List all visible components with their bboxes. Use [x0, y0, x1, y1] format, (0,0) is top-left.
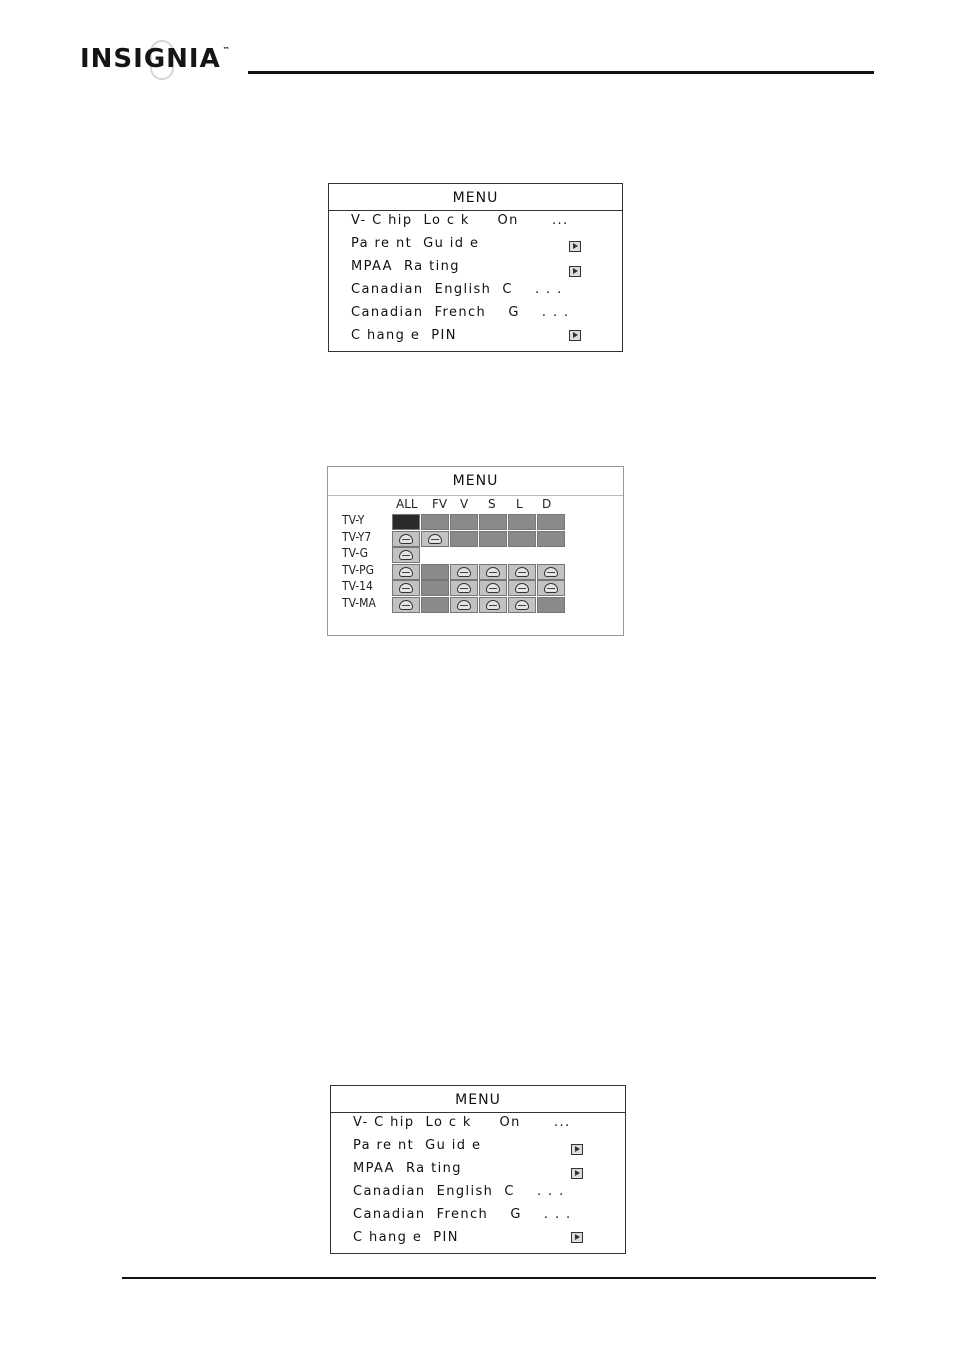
column-header-fv: FV [432, 497, 448, 511]
rating-cell-tv-y-v[interactable] [450, 514, 478, 530]
rating-cell-tv-y-s[interactable] [479, 514, 507, 530]
rating-cell-tv-14-all[interactable] [392, 580, 420, 596]
rating-cell-tv-g-all[interactable] [392, 547, 420, 563]
lock-icon [399, 567, 413, 577]
lock-icon [515, 567, 529, 577]
rating-cell-tv-ma-d[interactable] [537, 597, 565, 613]
rating-cell-tv-14-fv[interactable] [421, 580, 449, 596]
column-header-v: V [460, 497, 469, 511]
rating-cell-tv-pg-fv[interactable] [421, 564, 449, 580]
row-label-tv-14: TV-14 [342, 579, 373, 593]
rating-cell-tv-y7-all[interactable] [392, 531, 420, 547]
menu-item-vchip-lock[interactable]: V- C hip Lo c k On ... [353, 1115, 571, 1130]
lock-icon [457, 567, 471, 577]
rating-cell-tv-ma-all[interactable] [392, 597, 420, 613]
lock-icon [486, 583, 500, 593]
lock-icon [399, 600, 413, 610]
submenu-arrow-icon[interactable] [569, 330, 581, 341]
menu-item-vchip-lock[interactable]: V- C hip Lo c k On ... [351, 213, 569, 228]
rating-cell-tv-ma-v[interactable] [450, 597, 478, 613]
menu-item-mpaa-rating[interactable]: MPAA Ra ting [351, 259, 460, 274]
lock-icon [399, 583, 413, 593]
submenu-arrow-icon[interactable] [571, 1144, 583, 1155]
lock-icon [399, 550, 413, 560]
rating-cell-tv-ma-l[interactable] [508, 597, 536, 613]
lock-icon [515, 600, 529, 610]
rating-cell-tv-y7-l[interactable] [508, 531, 536, 547]
lock-icon [486, 567, 500, 577]
rating-cell-tv-ma-s[interactable] [479, 597, 507, 613]
lock-icon [486, 600, 500, 610]
column-header-s: S [488, 497, 496, 511]
brand-name: INSIGNIA [80, 44, 221, 74]
rating-cell-tv-y-all[interactable] [392, 514, 420, 530]
rating-cell-tv-y7-d[interactable] [537, 531, 565, 547]
submenu-arrow-icon[interactable] [571, 1168, 583, 1179]
parent-guide-rating-grid [327, 466, 624, 636]
column-header-d: D [542, 497, 552, 511]
row-label-tv-y7: TV-Y7 [342, 529, 372, 544]
row-label-tv-y: TV-Y [342, 513, 365, 527]
menu-title: MENU [328, 467, 623, 496]
rating-cell-tv-pg-v[interactable] [450, 564, 478, 580]
menu-item-mpaa-rating[interactable]: MPAA Ra ting [353, 1161, 462, 1176]
rating-cell-tv-14-l[interactable] [508, 580, 536, 596]
rating-cell-tv-14-v[interactable] [450, 580, 478, 596]
rating-cell-tv-y-l[interactable] [508, 514, 536, 530]
rating-cell-tv-pg-all[interactable] [392, 564, 420, 580]
submenu-arrow-icon[interactable] [569, 241, 581, 252]
lock-icon [544, 567, 558, 577]
header-rule [248, 71, 874, 74]
lock-icon [515, 583, 529, 593]
menu-item-change-pin[interactable]: C hang e PIN [353, 1230, 459, 1245]
submenu-arrow-icon[interactable] [569, 266, 581, 277]
rating-cell-tv-y7-v[interactable] [450, 531, 478, 547]
footer-rule [122, 1277, 876, 1279]
lock-icon [428, 534, 442, 544]
column-header-l: L [516, 497, 523, 511]
menu-item-canadian-french[interactable]: Canadian French G . . . [351, 305, 570, 320]
submenu-arrow-icon[interactable] [571, 1232, 583, 1243]
rating-cell-tv-14-d[interactable] [537, 580, 565, 596]
vchip-menu-top [328, 183, 623, 352]
row-label-tv-ma: TV-MA [342, 595, 376, 610]
rating-cell-tv-14-s[interactable] [479, 580, 507, 596]
row-label-tv-g: TV-G [342, 546, 368, 560]
rating-cell-tv-y7-fv[interactable] [421, 531, 449, 547]
menu-item-canadian-english[interactable]: Canadian English C . . . [351, 282, 563, 297]
menu-item-parent-guide[interactable]: Pa re nt Gu id e [351, 236, 480, 251]
menu-item-parent-guide[interactable]: Pa re nt Gu id e [353, 1138, 482, 1153]
brand-logo [80, 44, 231, 74]
menu-item-change-pin[interactable]: C hang e PIN [351, 328, 457, 343]
column-header-all: ALL [396, 497, 418, 511]
rating-cell-tv-y-fv[interactable] [421, 514, 449, 530]
row-label-tv-pg: TV-PG [342, 562, 375, 577]
menu-title: MENU [331, 1086, 625, 1113]
lock-icon [457, 583, 471, 593]
lock-icon [544, 583, 558, 593]
trademark-mark: ™ [222, 46, 231, 54]
rating-cell-tv-pg-d[interactable] [537, 564, 565, 580]
rating-cell-tv-pg-s[interactable] [479, 564, 507, 580]
rating-cell-tv-y7-s[interactable] [479, 531, 507, 547]
rating-cell-tv-pg-l[interactable] [508, 564, 536, 580]
lock-icon [399, 534, 413, 544]
menu-title: MENU [329, 184, 622, 211]
vchip-menu-bottom [330, 1085, 626, 1254]
rating-cell-tv-y-d[interactable] [537, 514, 565, 530]
lock-icon [457, 600, 471, 610]
menu-item-canadian-english[interactable]: Canadian English C . . . [353, 1184, 565, 1199]
rating-cell-tv-ma-fv[interactable] [421, 597, 449, 613]
menu-item-canadian-french[interactable]: Canadian French G . . . [353, 1207, 572, 1222]
